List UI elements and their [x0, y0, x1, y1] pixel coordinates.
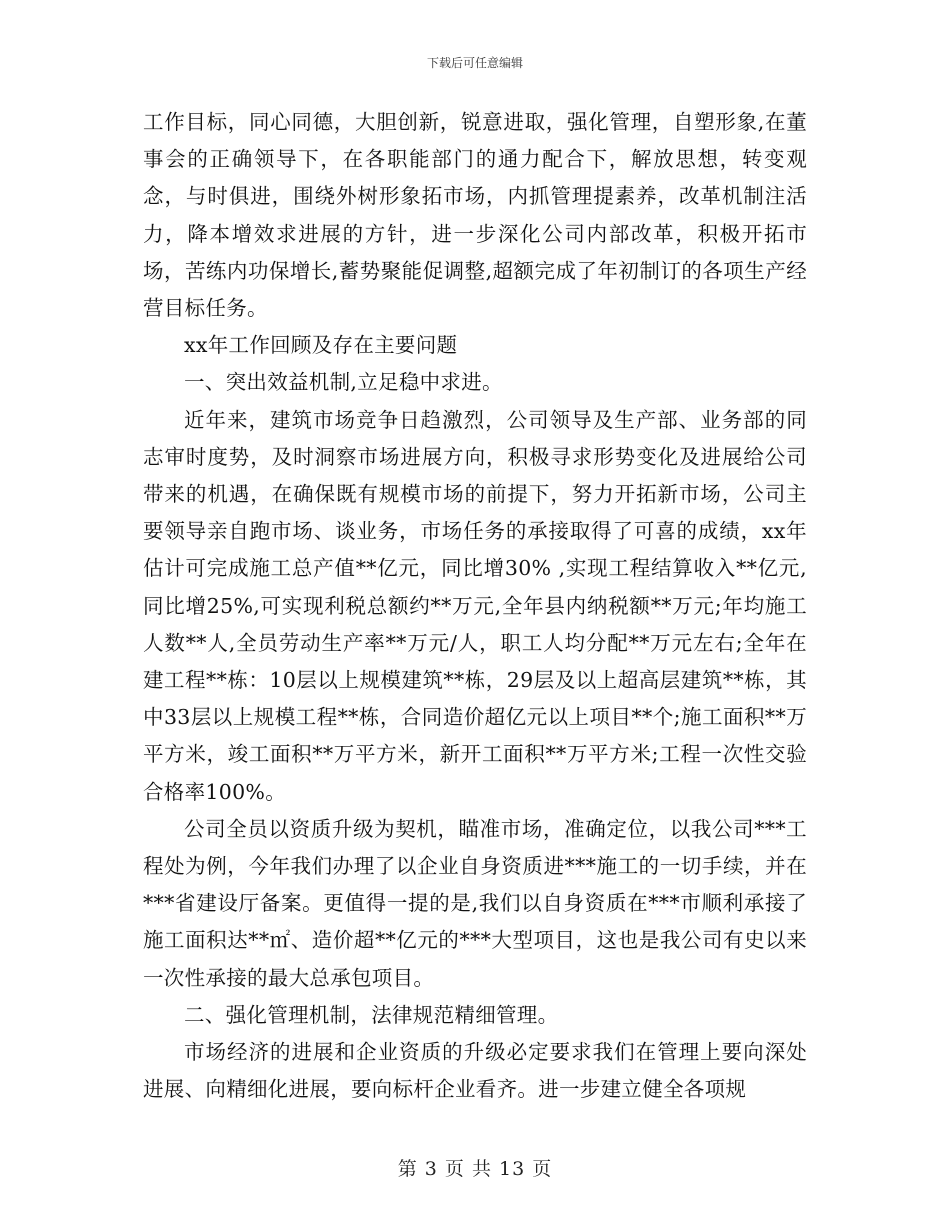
heading-section-2: 二、强化管理机制，法律规范精细管理。 — [184, 1002, 559, 1027]
paragraph-work-goals: 工作目标，同心同德，大胆创新，锐意进取，强化管理，自塑形象,在董事会的正确领导下，在各职能部门的通力配合下，解放思想，转变观念，与时俱进，围绕外树形象拓市场，内抓管理提素养，改革机制注活力，降本增效求进展的方针，进一步深化公司内部改革，积极开拓市场，苦练内功保增长,蓄势聚能促调整,超额完成了年初制订的各项生产经营目标任务。 — [143, 110, 807, 321]
paragraph-market: 近年来，建筑市场竞争日趋激烈，公司领导及生产部、业务部的同志审时度势，及时洞察市场进展方向，积极寻求形势变化及进展给公司带来的机遇，在确保既有规模市场的前提下，努力开拓新市场，公司主要领导亲自跑市场、谈业务，市场任务的承接取得了可喜的成绩，xx年估计可完成施工总产值**亿元，同比增30% ,实现工程结算收入**亿元,同比增25%,可实现利税总额约**万元,全年县内纳税额**万元;年均施工人数**人,全员劳动生产率**万元/人，职工人均分配**万元左右;全年在建工程**栋：10层以上规模建筑**栋，29层及以上超高层建筑**栋，其中33层以上规模工程**栋，合同造价超亿元以上项目**个;施工面积**万平方米，竣工面积**万平方米，新开工面积**万平方米;工程一次性交验合格率100%。 — [143, 407, 807, 804]
page-number: 第 3 页 共 13 页 — [397, 1158, 553, 1180]
document-body — [143, 104, 807, 1108]
paragraph-qualification: 公司全员以资质升级为契机，瞄准市场，准确定位，以我公司***工程处为例，今年我们办理了以企业自身资质进***施工的一切手续，并在***省建设厅备案。更值得一提的是,我们以自身资质在***市顺利承接了施工面积达**㎡、造价超**亿元的***大型项目，这也是我公司有史以来一次性承接的最大总承包项目。 — [143, 816, 807, 990]
heading-section-1: 一、突出效益机制,立足稳中求进。 — [184, 370, 503, 395]
paragraph-management: 市场经济的进展和企业资质的升级必定要求我们在管理上要向深处进展、向精细化进展，要向标杆企业看齐。进一步建立健全各项规 — [143, 1040, 807, 1102]
page-header-note: 下载后可任意编辑 — [426, 56, 523, 70]
section-title-review: xx年工作回顾及存在主要问题 — [184, 333, 458, 358]
